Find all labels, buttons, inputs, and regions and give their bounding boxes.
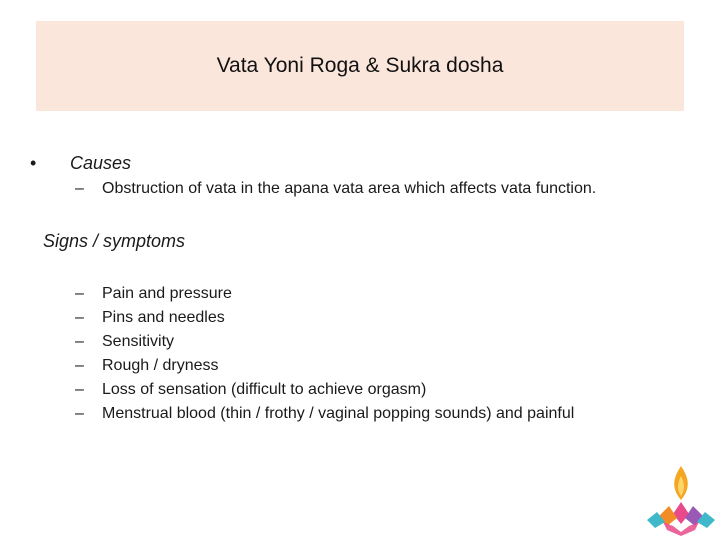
- list-item: [75, 332, 574, 356]
- dash-icon: –: [75, 309, 84, 326]
- bullet-icon: •: [30, 153, 37, 173]
- dash-icon: –: [75, 357, 84, 374]
- symptom-text: Menstrual blood (thin / frothy / vaginal popping sounds) and painful: [102, 405, 575, 422]
- list-item: [75, 284, 574, 308]
- symptom-list: [75, 284, 574, 428]
- symptom-text: Pins and needles: [102, 309, 225, 326]
- dash-icon: –: [75, 285, 84, 302]
- slide-title: Vata Yoni Roga & Sukra dosha: [216, 54, 504, 77]
- list-item: [75, 356, 574, 380]
- dash-icon: –: [75, 333, 84, 350]
- symptom-text: Sensitivity: [102, 333, 175, 350]
- dash-icon: –: [75, 381, 84, 398]
- list-item: [75, 380, 574, 404]
- symptom-text: Rough / dryness: [102, 357, 219, 374]
- dash-icon: –: [75, 405, 84, 422]
- cause-text: Obstruction of vata in the apana vata area which affects vata function.: [102, 180, 597, 197]
- list-item: [75, 404, 574, 428]
- causes-bullet: [30, 153, 131, 174]
- cause-item: [75, 180, 596, 198]
- symptom-text: Pain and pressure: [102, 285, 232, 302]
- dash-icon: –: [75, 180, 84, 197]
- title-banner: [36, 21, 684, 111]
- list-item: [75, 308, 574, 332]
- symptom-text: Loss of sensation (difficult to achieve orgasm): [102, 381, 427, 398]
- signs-heading: Signs / symptoms: [43, 231, 186, 251]
- lotus-flame-logo-icon: [643, 462, 719, 540]
- causes-heading: Causes: [70, 153, 132, 173]
